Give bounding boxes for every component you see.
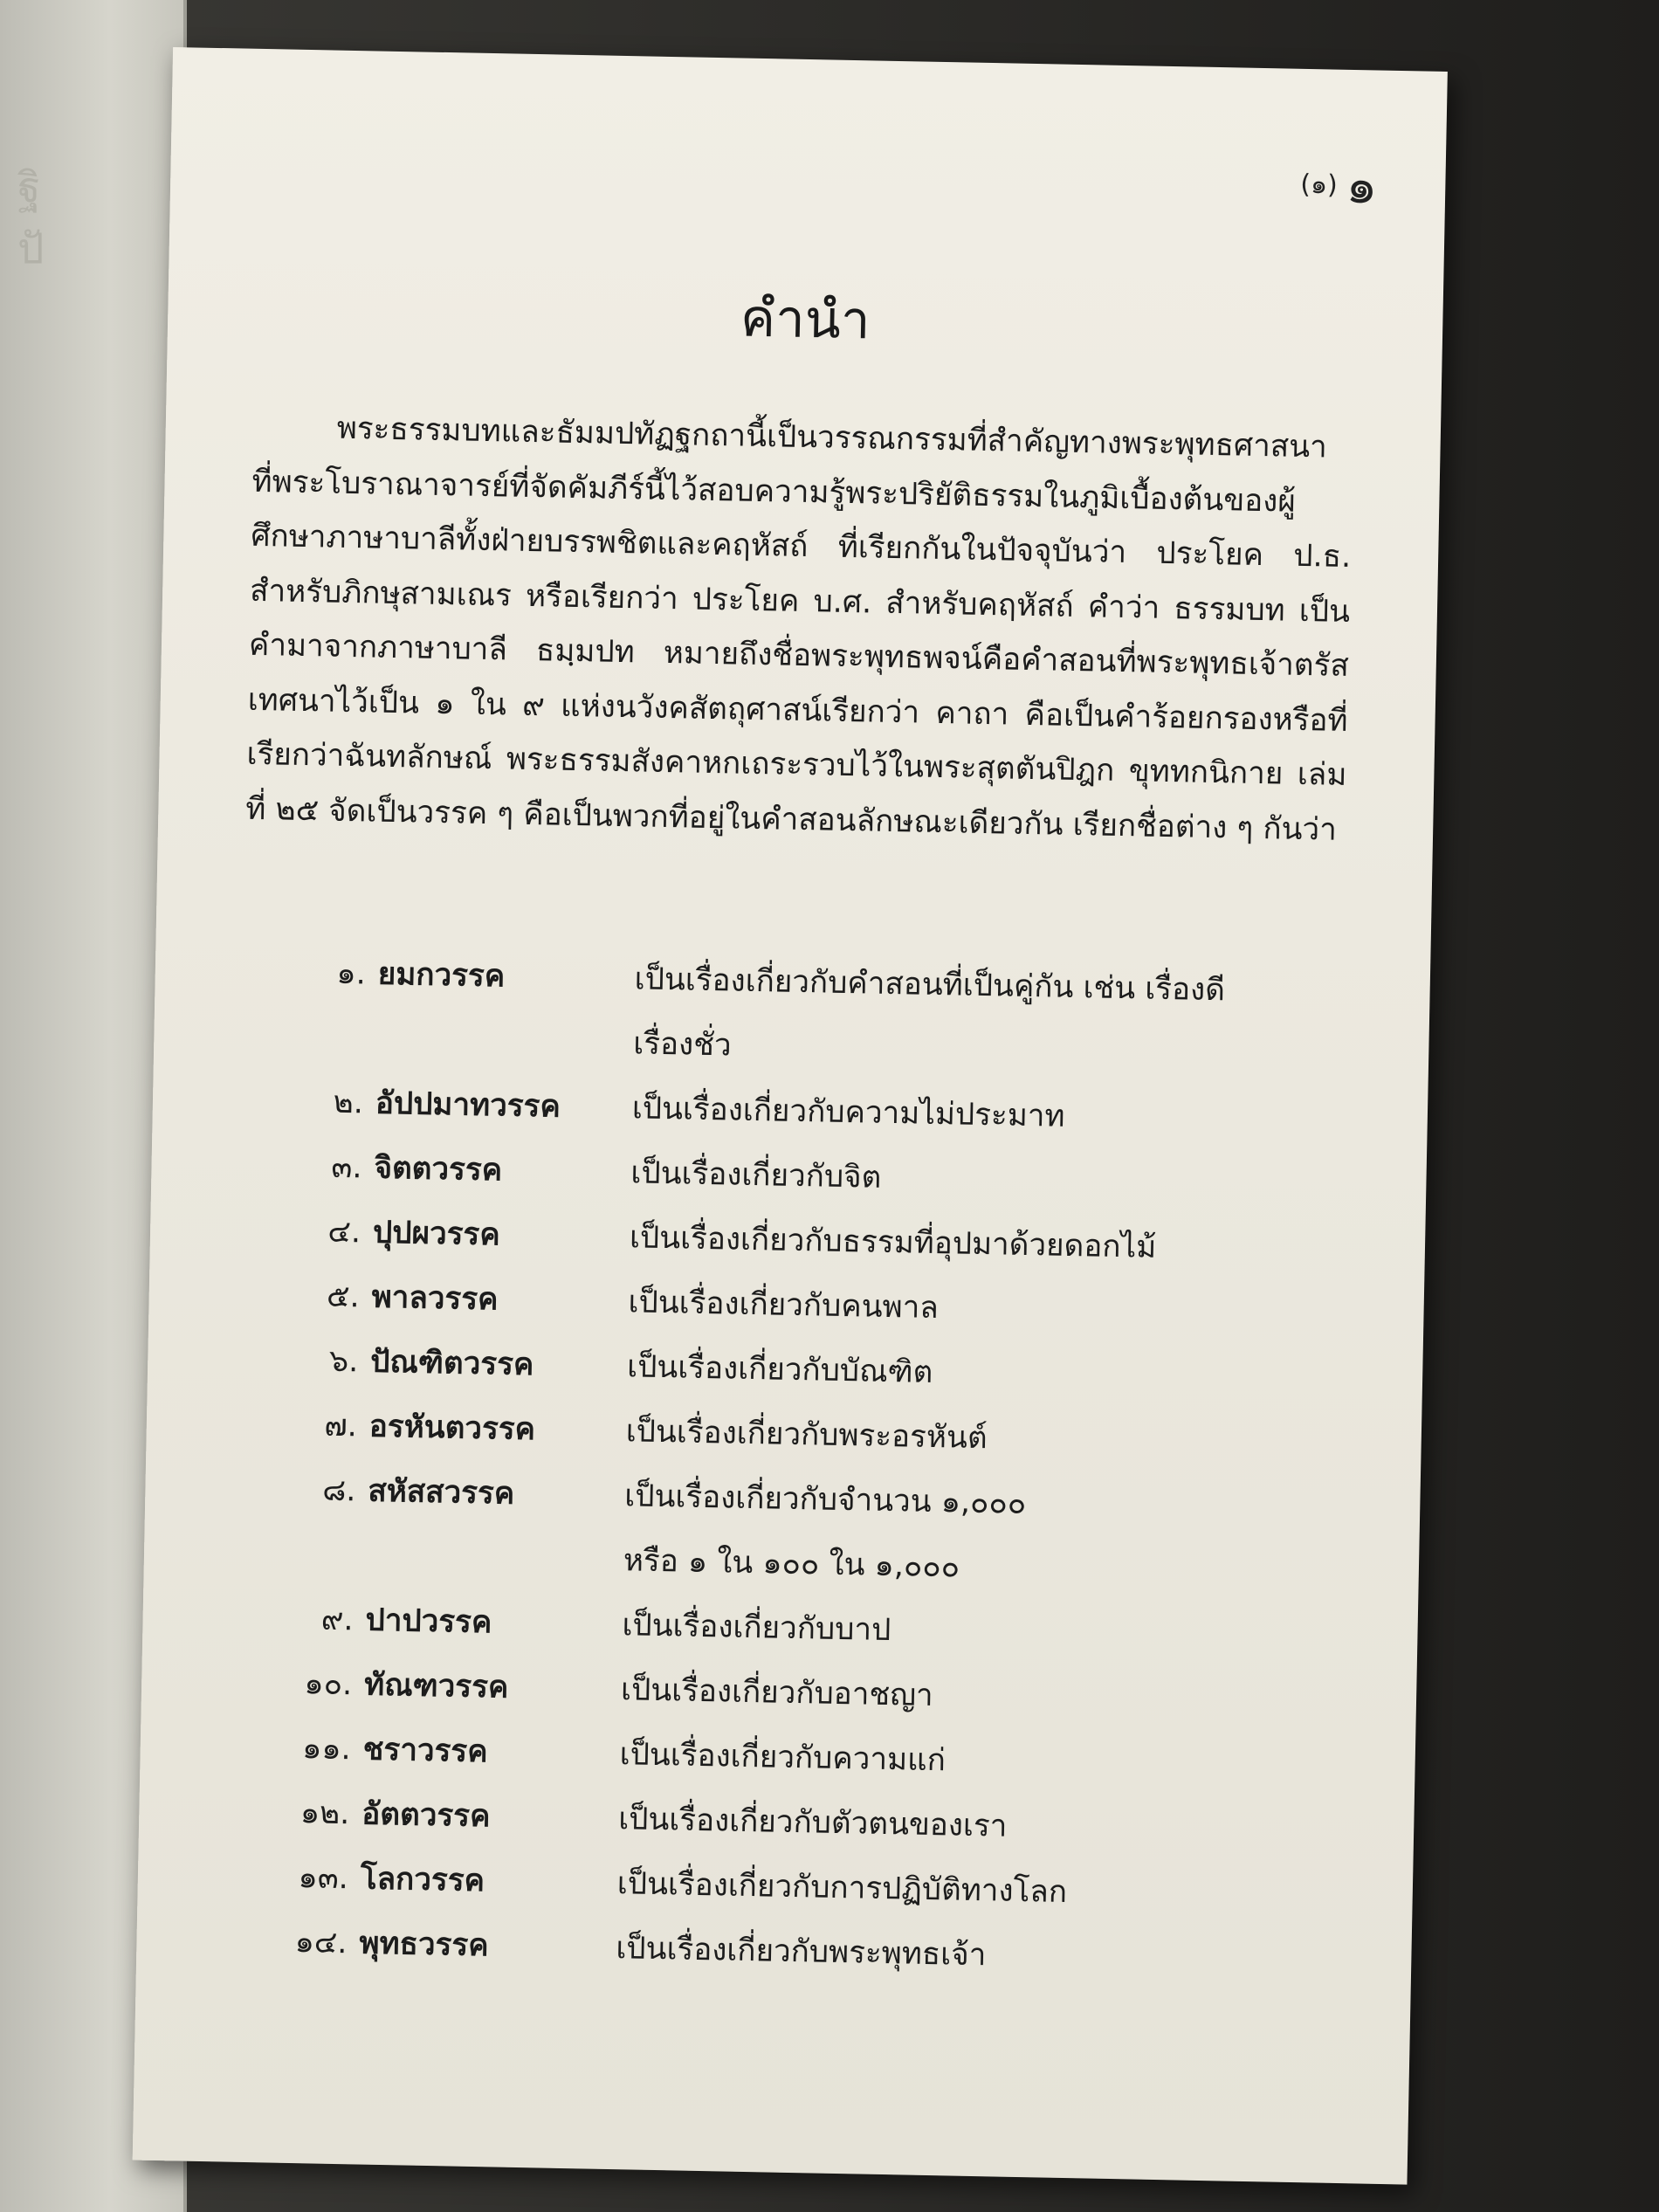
chapter-description-line: เป็นเรื่องเกี่ยวกับจำนวน ๑,๐๐๐ xyxy=(623,1478,1027,1522)
chapter-number: ๔. xyxy=(327,1214,361,1251)
page-number: (๑) xyxy=(1300,169,1339,201)
chapter-number: ๑๒. xyxy=(299,1795,350,1832)
chapter-name: โลกวรรค xyxy=(360,1861,485,1899)
page-folio xyxy=(1299,146,1378,225)
document-page xyxy=(133,47,1448,2185)
facing-page-text-fragment: ฐิ ปั xyxy=(17,163,45,273)
chapter-number: ๒. xyxy=(333,1085,364,1121)
chapter-description xyxy=(623,1464,1333,1607)
chapter-description-line: เป็นเรื่องเกี่ยวกับคำสอนที่เป็นคู่กัน เช่น เรื่องดี xyxy=(634,961,1226,1009)
chapter-description: เป็นเรื่องเกี่ยวกับจิต xyxy=(630,1155,882,1196)
chapter-description: เป็นเรื่องเกี่ยวกับตัวตนของเรา xyxy=(617,1802,1008,1844)
chapter-number: ๑๔. xyxy=(294,1925,348,1961)
chapter-name: อรหันตวรรค xyxy=(368,1409,536,1448)
chapter-description: เป็นเรื่องเกี่ยวกับคนพาล xyxy=(628,1285,940,1327)
chapter-number: ๗. xyxy=(324,1408,358,1444)
chapter-number: ๖. xyxy=(328,1343,359,1380)
chapter-name: พุทธวรรค xyxy=(359,1926,490,1964)
chapter-name: ทัณฑวรรค xyxy=(363,1667,509,1706)
chapter-description-continuation: หรือ ๑ ใน ๑๐๐ ใน ๑,๐๐๐ xyxy=(623,1543,960,1585)
chapter-list xyxy=(224,940,1343,1995)
chapter-name: ปุปผวรรค xyxy=(372,1215,501,1253)
chapter-name: ยมกวรรค xyxy=(377,956,506,995)
chapter-name: อัตตวรรค xyxy=(361,1796,491,1835)
chapter-number: ๓. xyxy=(331,1149,362,1186)
chapter-description: เป็นเรื่องเกี่ยวกับธรรมที่อุปมาด้วยดอกไม้ xyxy=(629,1220,1157,1265)
chapter-description: เป็นเรื่องเกี่ยวกับพระอรหันต์ xyxy=(625,1414,988,1457)
chapter-name: สหัสสวรรค xyxy=(368,1473,515,1512)
chapter-item xyxy=(231,1457,1333,1607)
chapter-number: ๑๑. xyxy=(301,1731,352,1768)
chapter-description xyxy=(633,947,1344,1090)
chapter-name: ชราวรรค xyxy=(362,1732,488,1770)
chapter-name: อัปปมาทวรรค xyxy=(375,1085,561,1125)
chapter-description-continuation: เรื่องชั่ว xyxy=(632,1026,732,1064)
chapter-description: เป็นเรื่องเกี่ยวกับการปฏิบัติทางโลก xyxy=(616,1866,1068,1911)
chapter-description: เป็นเรื่องเกี่ยวกับบาป xyxy=(622,1608,891,1649)
chapter-number: ๑๐. xyxy=(304,1666,353,1703)
chapter-description: เป็นเรื่องเกี่ยวกับบัณฑิต xyxy=(626,1349,933,1390)
page-title: คำนำ xyxy=(740,287,871,352)
chapter-name: จิตตวรรค xyxy=(374,1150,503,1189)
chapter-item xyxy=(241,940,1344,1090)
chapter-description: เป็นเรื่องเกี่ยวกับพระพุทธเจ้า xyxy=(616,1931,987,1974)
chapter-number: ๑. xyxy=(336,955,367,992)
chapter-description: เป็นเรื่องเกี่ยวกับความแก่ xyxy=(619,1737,947,1779)
chapter-number: ๙. xyxy=(320,1602,354,1638)
chapter-name: พาลวรรค xyxy=(371,1279,499,1318)
chapter-description: เป็นเรื่องเกี่ยวกับความไม่ประมาท xyxy=(631,1091,1065,1134)
chapter-description: เป็นเรื่องเกี่ยวกับอาชญา xyxy=(620,1672,934,1714)
chapter-number: ๘. xyxy=(321,1472,356,1509)
chapter-name: ปาปวรรค xyxy=(365,1602,492,1641)
chapter-number: ๕. xyxy=(326,1278,361,1315)
chapter-name: ปัณฑิตวรรค xyxy=(369,1344,534,1383)
chapter-number: ๑๓. xyxy=(298,1860,349,1897)
intro-paragraph: พระธรรมบทและธัมมปทัฏฐกถานี้เป็นวรรณกรรมที่สำคัญทางพระพุทธศาสนา ที่พระโบราณาจารย์ที่จัดคัมภีร์นี้ไว้สอบความรู้พระปริยัติธรรมในภูมิเบื้องต้นของผู้ศึกษาภาษาบาลีทั้งฝ่ายบรรพชิตและคฤหัสถ์ ที่เรียกกันในปัจจุบันว่า ประโยค ป.ธ. สำหรับภิกษุสามเณร หรือเรียกว่า ประโยค บ.ศ. สำหรับคฤหัสถ์ คำว่า ธรรมบท เป็นคำมาจากภาษาบาลี ธมฺมปท หมายถึงชื่อพระพุทธพจน์คือคำสอนที่พระพุทธเจ้าตรัสเทศนาไว้เป็น ๑ ใน ๙ แห่งนวังคสัตถุศาสน์เรียกว่า คาถา คือเป็นคำร้อยกรองหรือที่เรียกว่าฉันทลักษณ์ พระธรรมสังคาหกเถระรวบไว้ในพระสุตตันปิฎก ขุททกนิกาย เล่มที่ ๒๕ จัดเป็นวรรค ๆ คือเป็นพวกที่อยู่ในคำสอนลักษณะเดียวกัน เรียกชื่อต่าง ๆ กันว่า xyxy=(245,410,1352,848)
folio-numeral: ๑ xyxy=(1346,157,1378,216)
